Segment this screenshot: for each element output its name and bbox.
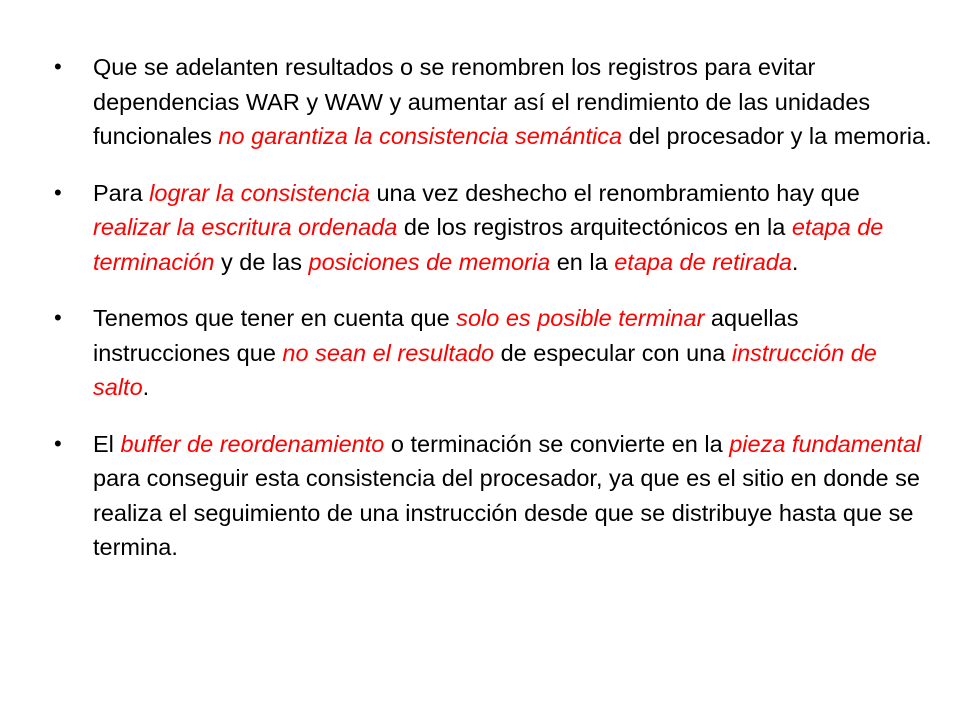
bullet-text xyxy=(93,431,921,561)
text-segment: o terminación se convierte en la xyxy=(384,430,730,457)
emphasized-text: solo es posible terminar xyxy=(456,305,705,331)
emphasized-text: no sean el resultado xyxy=(282,339,495,366)
bullet-item xyxy=(54,50,934,154)
text-segment: para conseguir esta consistencia del procesador, ya que es el sitio en donde se realiza el seguimiento de una instrucción desde que se distribuye hasta que se termina. xyxy=(93,465,920,560)
text-segment: El xyxy=(93,430,121,457)
text-segment: una vez deshecho el renombramiento hay que xyxy=(369,179,860,206)
bullet-item xyxy=(54,176,934,280)
bullet-text xyxy=(93,305,877,400)
emphasized-text: instrucción de salto xyxy=(93,339,877,400)
text-segment: Para xyxy=(93,179,150,206)
emphasized-text: buffer de reordenamiento xyxy=(120,430,385,457)
text-segment: Tenemos que tener en cuenta que xyxy=(93,305,457,331)
bullet-text xyxy=(93,180,883,275)
text-segment: en la xyxy=(550,248,615,275)
emphasized-text: pieza fundamental xyxy=(729,430,922,457)
bullet-icon: • xyxy=(54,430,62,456)
text-segment: del procesador y la memoria. xyxy=(622,123,932,149)
text-segment: . xyxy=(142,374,150,400)
emphasized-text: realizar la escritura ordenada xyxy=(93,214,398,240)
text-segment: y de las xyxy=(214,248,309,275)
emphasized-text: etapa de terminación xyxy=(93,214,884,275)
text-segment: de especular con una xyxy=(494,339,732,366)
emphasized-text: posiciones de memoria xyxy=(308,248,551,275)
emphasized-text: no garantiza la consistencia semántica xyxy=(218,123,623,149)
text-segment: aquellas instrucciones que xyxy=(93,305,799,366)
bullet-text xyxy=(93,54,932,149)
bullet-item xyxy=(54,427,934,565)
text-segment: de los registros arquitectónicos en la xyxy=(397,214,792,240)
emphasized-text: lograr la consistencia xyxy=(149,179,370,206)
bullet-icon: • xyxy=(54,305,62,330)
emphasized-text: etapa de retirada xyxy=(614,248,792,275)
text-segment: Que se adelanten resultados o se renombren los registros para evitar dependencias WAR y WAW y aumentar así el rendimiento de las unidades funcionales xyxy=(93,54,871,149)
bullet-icon: • xyxy=(54,54,62,79)
text-segment: . xyxy=(791,248,799,275)
bullet-item xyxy=(54,301,934,405)
bullet-icon: • xyxy=(54,179,62,205)
bullet-list xyxy=(54,50,934,565)
